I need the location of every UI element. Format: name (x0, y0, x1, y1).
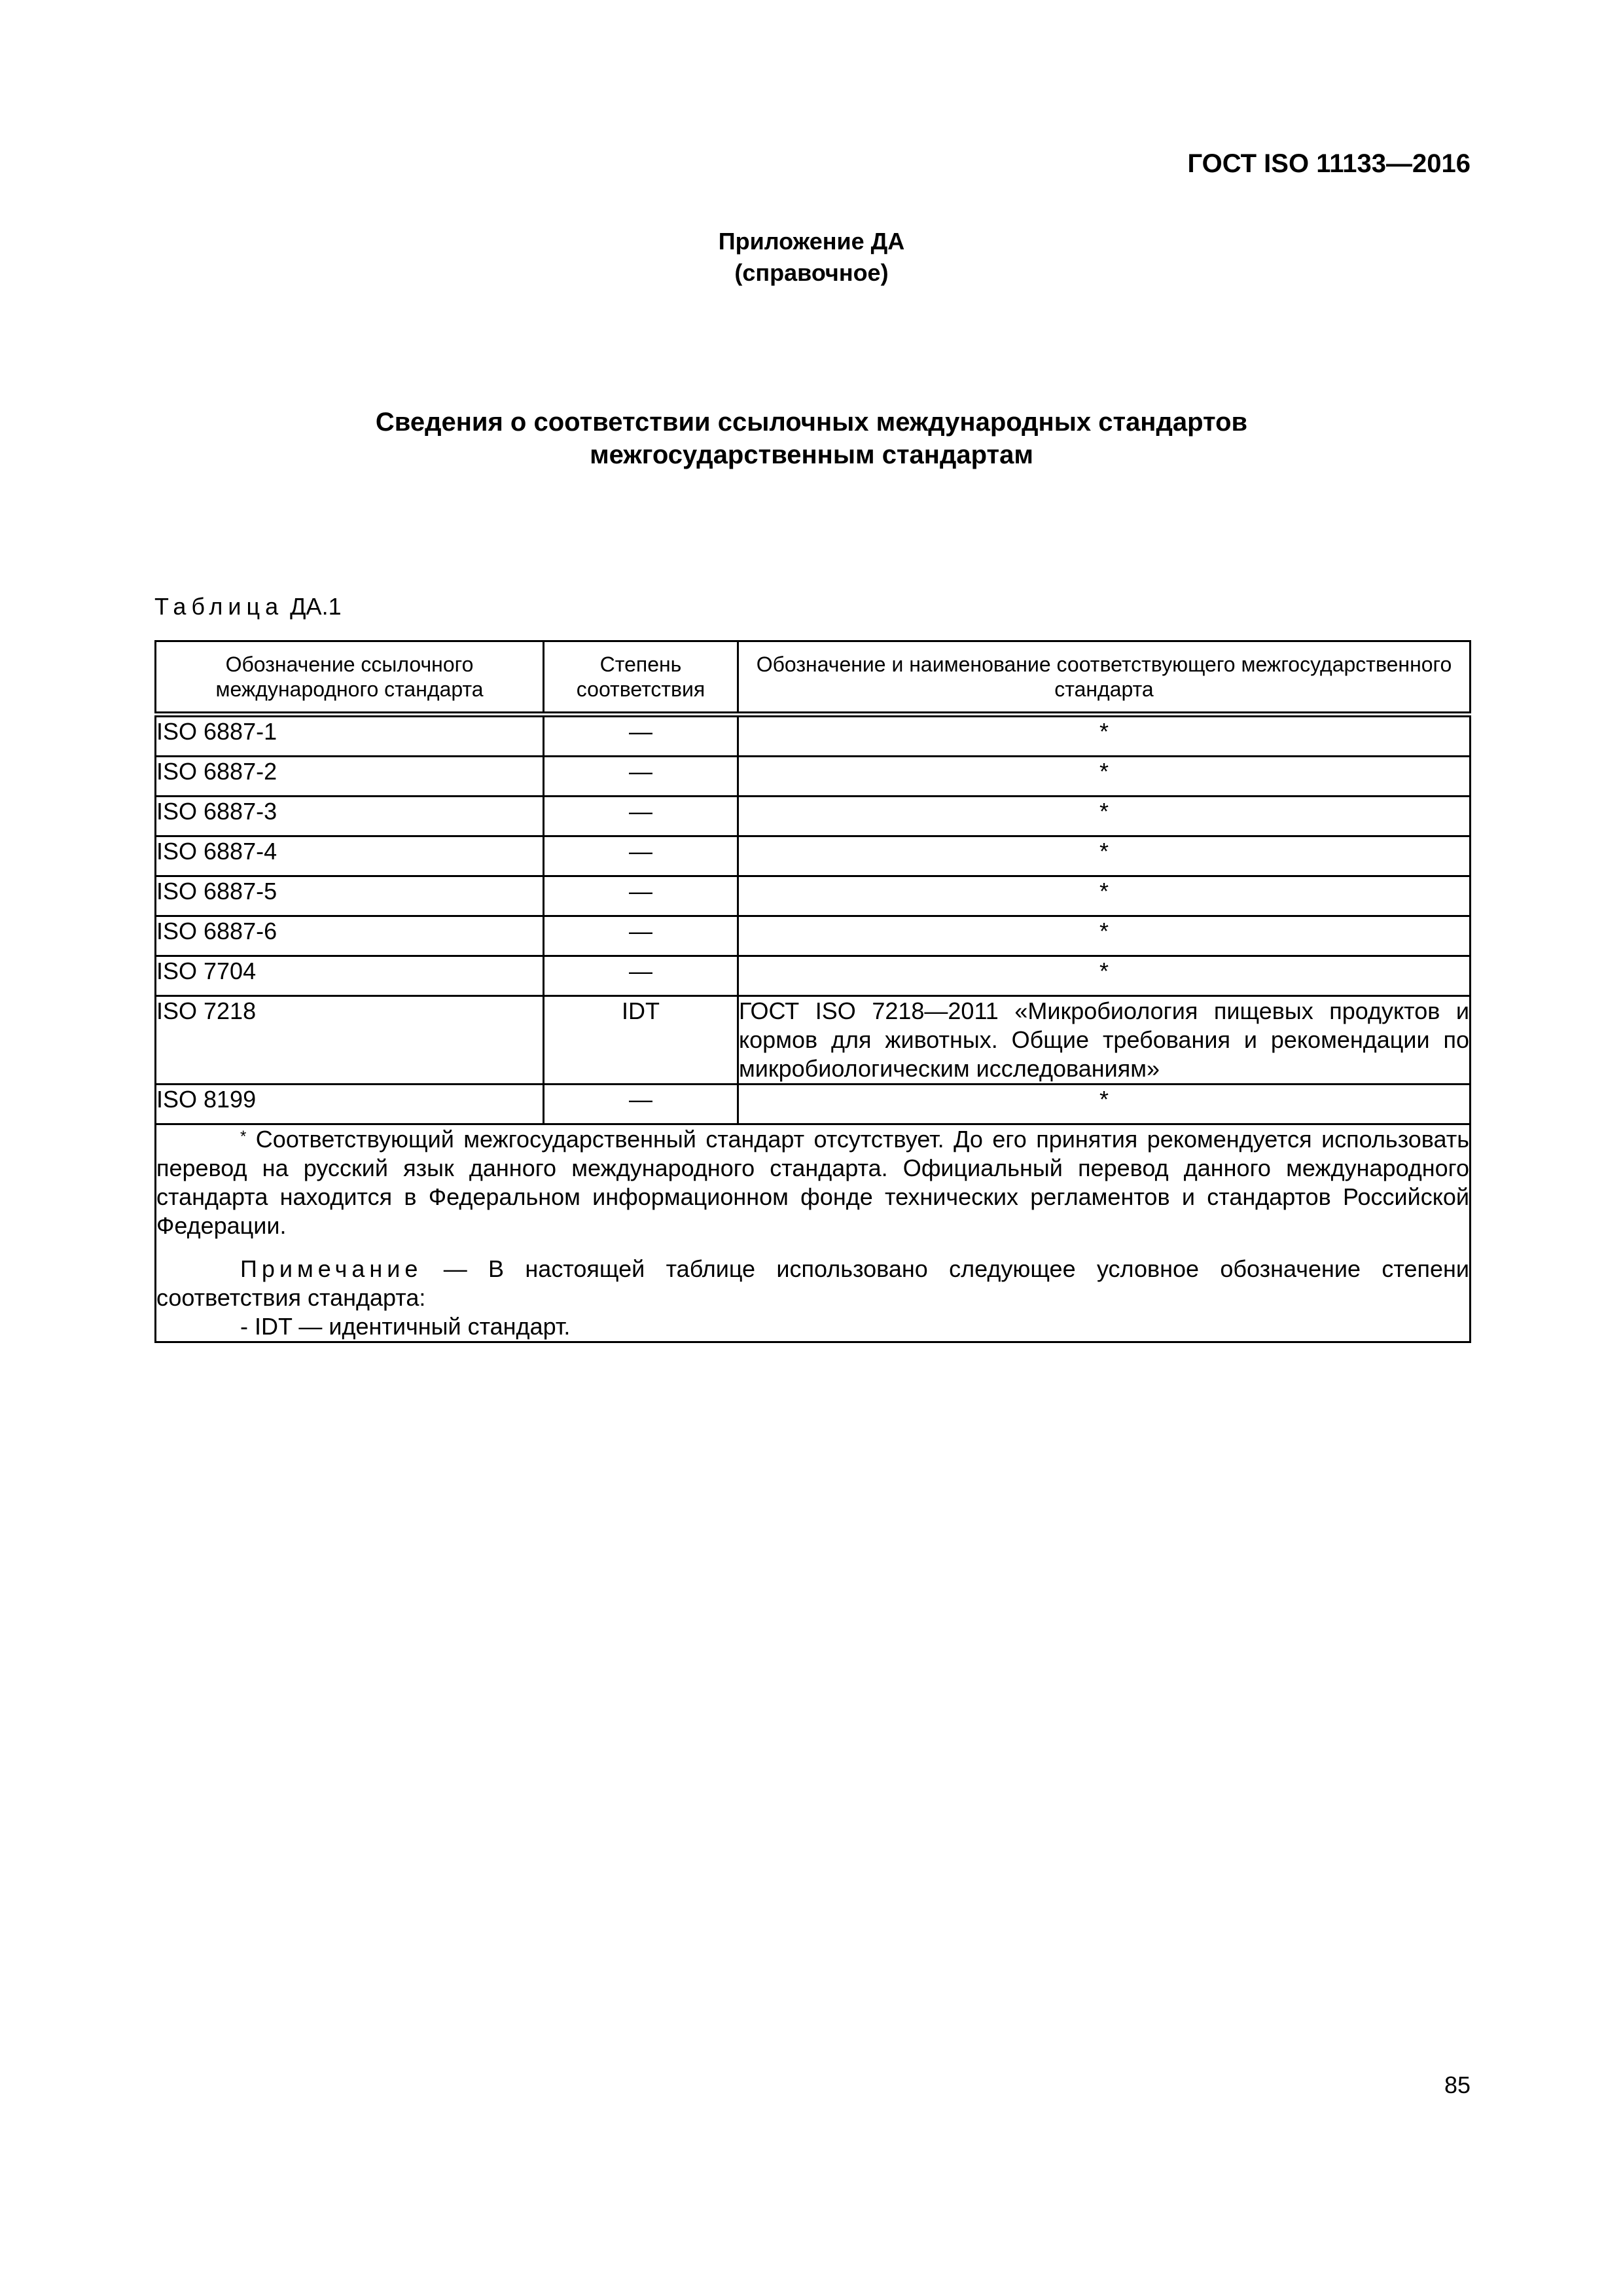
table-caption (154, 593, 342, 620)
cell-degree: — (544, 757, 738, 797)
cell-degree: — (544, 836, 738, 876)
column-header-national-standard: Обозначение и наименование соответствующего межгосударственного стандарта (738, 641, 1471, 715)
cell-standard: ISO 7218 (156, 996, 544, 1085)
table-header-row (156, 641, 1471, 715)
cell-national: * (738, 1085, 1471, 1124)
cell-national: ГОСТ ISO 7218—2011 «Микробиология пищевых продуктов и кормов для животных. Общие требования и рекомендации по микробиологическим исследованиям» (738, 996, 1471, 1085)
column-header-degree: Степень соответствия (544, 641, 738, 715)
section-title-line-2: межгосударственным стандартам (590, 440, 1033, 469)
cell-degree: — (544, 797, 738, 836)
section-title-line-1: Сведения о соответствии ссылочных международных стандартов (375, 408, 1248, 437)
document-code: ГОСТ ISO 11133—2016 (1187, 149, 1471, 178)
cell-national: * (738, 956, 1471, 996)
cell-degree: — (544, 956, 738, 996)
table-footnotes (156, 1124, 1471, 1342)
cell-national: * (738, 876, 1471, 916)
cell-standard: ISO 7704 (156, 956, 544, 996)
cell-standard: ISO 6887-4 (156, 836, 544, 876)
footnote-mark: * (240, 1128, 247, 1145)
cell-national: * (738, 836, 1471, 876)
table-row (156, 797, 1471, 836)
cell-standard: ISO 6887-5 (156, 876, 544, 916)
table-row (156, 956, 1471, 996)
cell-national: * (738, 715, 1471, 757)
table-row (156, 757, 1471, 797)
cell-national: * (738, 797, 1471, 836)
cell-degree: — (544, 916, 738, 956)
table-note (156, 1255, 1469, 1312)
note-list-item: - IDT — идентичный стандарт. (240, 1313, 571, 1340)
table-row (156, 876, 1471, 916)
cell-standard: ISO 6887-1 (156, 715, 544, 757)
correspondence-table (154, 640, 1471, 1343)
cell-degree: — (544, 1085, 738, 1124)
appendix-heading (0, 226, 1623, 289)
cell-standard: ISO 6887-6 (156, 916, 544, 956)
table-footer-row (156, 1124, 1471, 1342)
note-text: — В настоящей таблице использовано следующее условное обозначение степени соответствия стандарта: (156, 1255, 1469, 1311)
cell-degree: IDT (544, 996, 738, 1085)
appendix-subtitle: (справочное) (734, 259, 889, 286)
table-row (156, 715, 1471, 757)
footnote-text: Соответствующий межгосударственный стандарт отсутствует. До его принятия рекомендуется использовать перевод на русский язык данного международного стандарта. Официальный перевод данного международного стандарта находится в Федеральном информационном фонде технических регламентов и стандартов Российской Федерации. (156, 1126, 1469, 1239)
cell-national: * (738, 916, 1471, 956)
page-number: 85 (1444, 2072, 1471, 2098)
cell-standard: ISO 8199 (156, 1085, 544, 1124)
cell-national: * (738, 757, 1471, 797)
table-row (156, 916, 1471, 956)
cell-degree: — (544, 715, 738, 757)
cell-degree: — (544, 876, 738, 916)
section-title (0, 406, 1623, 471)
table-caption-label: Таблица (154, 593, 284, 620)
table-row (156, 1085, 1471, 1124)
cell-standard: ISO 6887-2 (156, 757, 544, 797)
column-header-international-standard: Обозначение ссылочного международного стандарта (156, 641, 544, 715)
table-caption-number: ДА.1 (290, 593, 342, 620)
note-label: Примечание (240, 1255, 423, 1282)
footnote (156, 1125, 1469, 1240)
table-row (156, 836, 1471, 876)
cell-standard: ISO 6887-3 (156, 797, 544, 836)
appendix-title: Приложение ДА (718, 228, 905, 255)
table-row (156, 996, 1471, 1085)
